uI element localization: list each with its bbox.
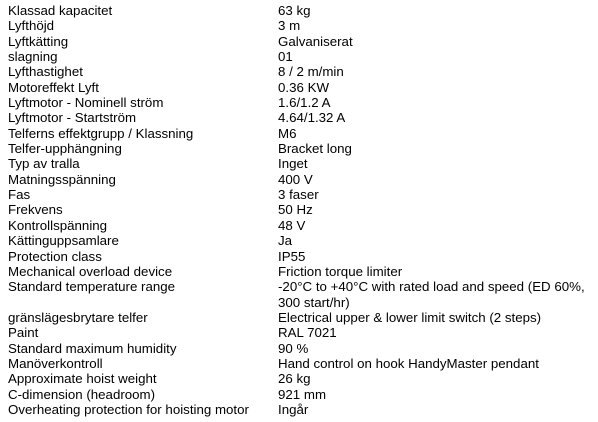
spec-row-hoist-weight [8, 371, 593, 386]
spec-label: C-dimension (headroom) [8, 386, 156, 402]
spec-label: Standard temperature range [8, 279, 176, 295]
spec-value: 3 m [278, 18, 301, 34]
spec-label: Lyftmotor - Startström [8, 110, 137, 126]
spec-row-suspension [8, 141, 593, 156]
spec-value: RAL 7021 [278, 325, 337, 341]
spec-value: Bracket long [278, 141, 352, 157]
spec-row-motor-power [8, 80, 593, 95]
spec-value: M6 [278, 125, 297, 141]
spec-row-falls [8, 49, 593, 64]
spec-value: Electrical upper & lower limit switch (2 steps) [278, 309, 542, 325]
spec-value: Ingår [278, 401, 309, 417]
spec-value: 63 kg [278, 3, 311, 18]
spec-value: Friction torque limiter [278, 263, 403, 279]
spec-row-chain-container [8, 233, 593, 248]
spec-row-phase [8, 187, 593, 202]
spec-row-control [8, 356, 593, 371]
spec-row-temperature-range [8, 279, 593, 310]
spec-value: 90 % [278, 340, 309, 356]
spec-value: 26 kg [278, 371, 311, 387]
spec-row-nominal-current [8, 95, 593, 110]
spec-value: 01 [278, 49, 293, 65]
spec-row-trolley-type [8, 156, 593, 171]
spec-row-overload-device [8, 264, 593, 279]
spec-label: Protection class [8, 248, 102, 264]
spec-label: Kättinguppsamlare [8, 233, 119, 249]
spec-label: Klassad kapacitet [8, 3, 113, 18]
spec-label: Lyfthastighet [8, 64, 83, 80]
spec-value: 50 Hz [278, 202, 313, 218]
spec-value: Galvaniserat [278, 33, 353, 49]
spec-row-supply-voltage [8, 172, 593, 187]
spec-value: 1.6/1.2 A [278, 95, 331, 111]
spec-label: Motoreffekt Lyft [8, 79, 99, 95]
spec-label: Telfer-upphängning [8, 141, 122, 157]
spec-table [8, 3, 593, 417]
spec-row-lift-chain [8, 34, 593, 49]
spec-label: Fas [8, 187, 31, 203]
spec-label: Frekvens [8, 202, 63, 218]
spec-row-capacity [8, 3, 593, 18]
spec-value: IP55 [278, 248, 306, 264]
spec-label: Lyfthöjd [8, 18, 55, 34]
spec-label: Standard maximum humidity [8, 340, 177, 356]
spec-row-c-dimension [8, 387, 593, 402]
spec-label: Lyftkätting [8, 33, 69, 49]
spec-row-lift-height [8, 18, 593, 33]
spec-label: Telferns effektgrupp / Klassning [8, 125, 194, 141]
spec-row-control-voltage [8, 218, 593, 233]
spec-value: Ja [278, 233, 293, 249]
spec-label: Typ av tralla [8, 156, 80, 172]
spec-value: 0.36 KW [278, 79, 329, 95]
spec-label: Matningsspänning [8, 171, 116, 187]
spec-row-protection-class [8, 249, 593, 264]
spec-value: 4.64/1.32 A [278, 110, 346, 126]
spec-row-overheating-protection [8, 402, 593, 417]
spec-label: Mechanical overload device [8, 263, 173, 279]
spec-label: Kontrollspänning [8, 217, 108, 233]
spec-value: 400 V [278, 171, 313, 187]
spec-row-humidity [8, 341, 593, 356]
spec-label: Lyftmotor - Nominell ström [8, 95, 164, 111]
spec-value: 921 mm [278, 386, 327, 402]
spec-value: 48 V [278, 217, 306, 233]
spec-row-frequency [8, 202, 593, 217]
spec-value: -20°C to +40°C with rated load and speed (ED 60%, 300 start/hr) [278, 279, 585, 310]
spec-value: 8 / 2 m/min [278, 64, 344, 80]
spec-label: Manöverkontroll [8, 355, 103, 371]
spec-row-duty-group [8, 126, 593, 141]
spec-value: Hand control on hook HandyMaster pendant [278, 355, 539, 371]
spec-label: gränslägesbrytare telfer [8, 309, 148, 325]
spec-row-start-current [8, 110, 593, 125]
spec-value: 3 faser [278, 187, 319, 203]
spec-label: Paint [8, 325, 39, 341]
spec-value: Inget [278, 156, 308, 172]
spec-row-lift-speed [8, 64, 593, 79]
spec-label: Overheating protection for hoisting motor [8, 401, 249, 417]
spec-row-paint [8, 325, 593, 340]
spec-row-limit-switch [8, 310, 593, 325]
spec-label: Approximate hoist weight [8, 371, 157, 387]
spec-label: slagning [8, 49, 58, 65]
